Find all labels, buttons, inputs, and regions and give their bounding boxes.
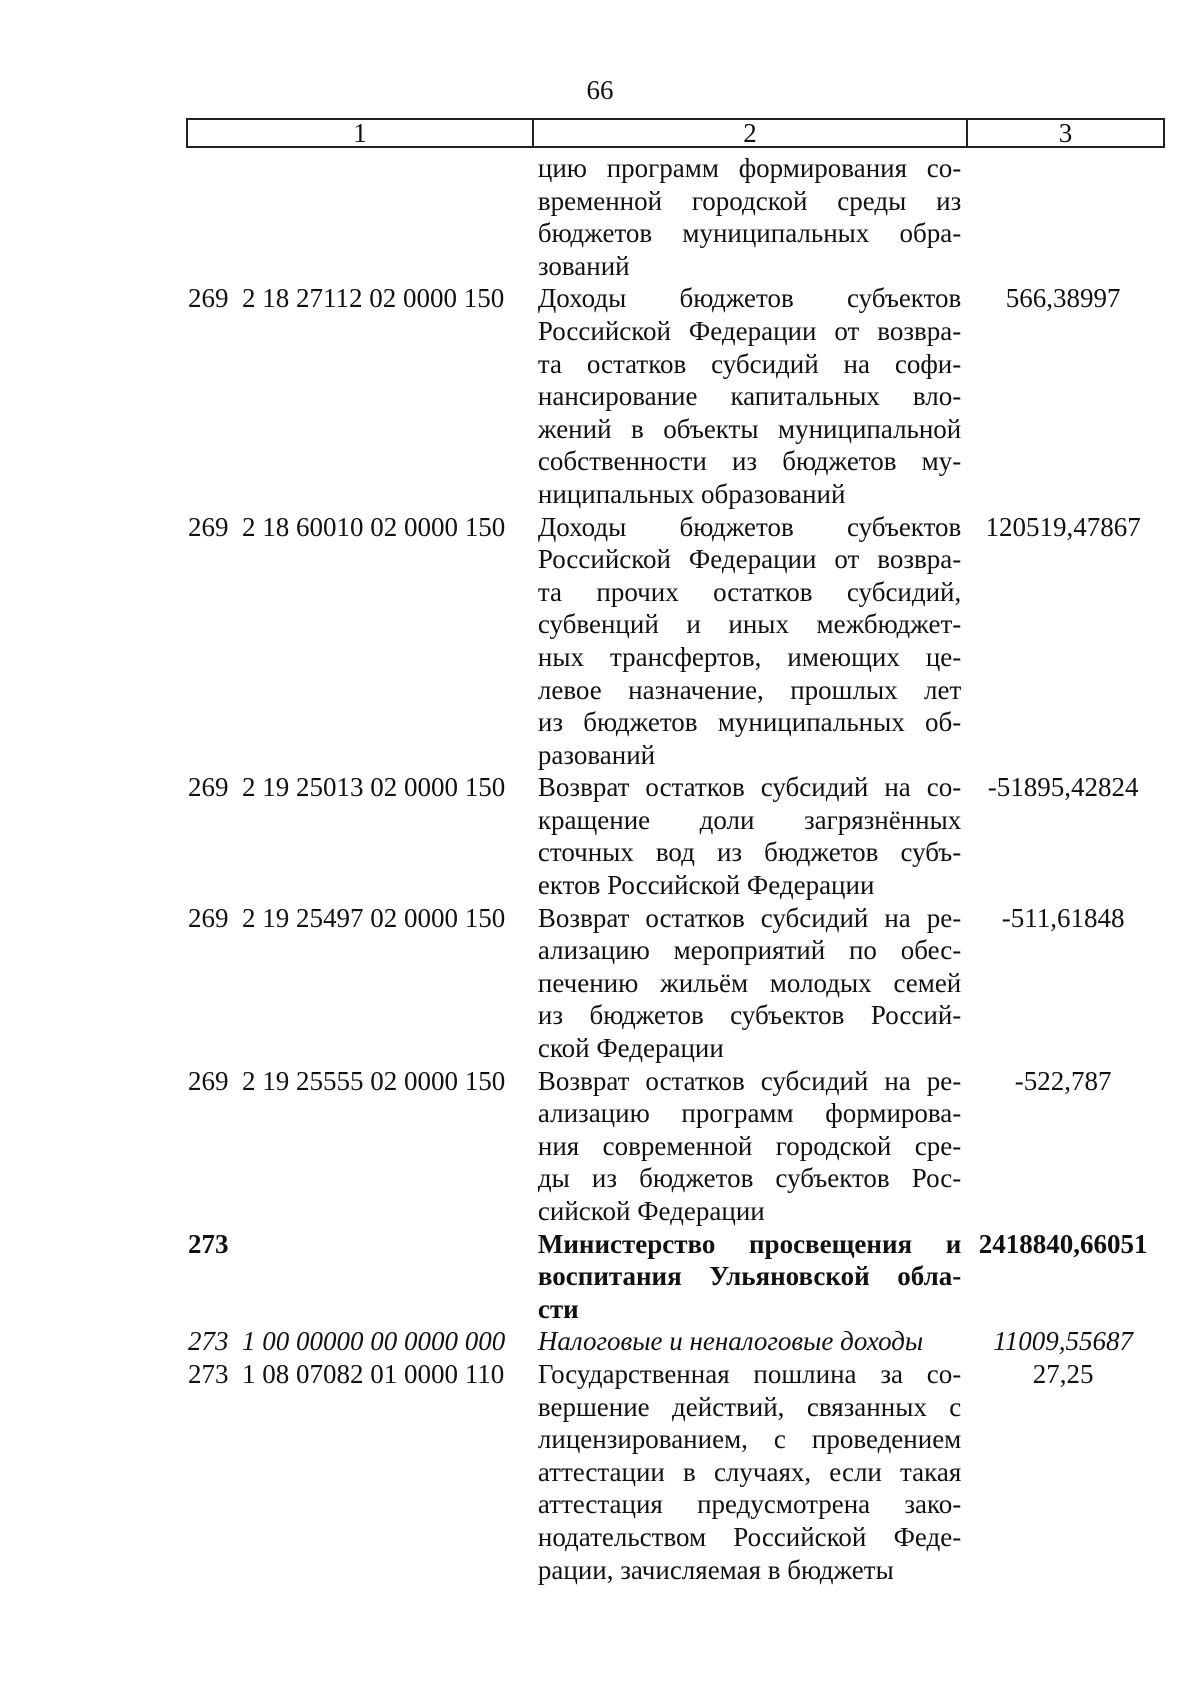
description-line: временной городской среды из: [537, 185, 962, 216]
amount-cell: 2418840,66051: [978, 1228, 1148, 1259]
amount-cell: 27,25: [1032, 1358, 1094, 1389]
table-row: [186, 902, 1165, 1065]
table-row: [186, 282, 1165, 510]
description-line: цию программ формирования со-: [537, 153, 962, 183]
description-cell: [538, 771, 961, 901]
description-line: ализацию программ формирова-: [537, 1098, 962, 1129]
description-line: сточных вод из бюджетов субъ-: [537, 837, 962, 868]
description-line: из бюджетов муниципальных об-: [537, 707, 962, 738]
table-row: [186, 511, 1165, 772]
description-line: разований: [537, 739, 656, 770]
description-line: ных трансфертов, имеющих це-: [537, 641, 962, 672]
description-cell: [538, 511, 961, 772]
description-cell: [538, 1065, 961, 1228]
table-row: [186, 1228, 1165, 1326]
amount-cell: -511,61848: [1001, 902, 1125, 933]
description-line: ниципальных образований: [537, 478, 846, 509]
budget-code-cell: 269 2 19 25013 02 0000 150: [188, 772, 506, 803]
budget-code-cell: [186, 152, 530, 282]
description-line: Возврат остатков субсидий на ре-: [537, 902, 962, 933]
description-line: аттестации в случаях, если такая: [537, 1456, 962, 1487]
description-cell: [538, 1358, 961, 1586]
description-line: сийской Федерации: [537, 1196, 765, 1226]
description-line: ния современной городской сре-: [537, 1130, 962, 1161]
budget-code-cell: 269 2 19 25555 02 0000 150: [188, 1065, 506, 1096]
description-line: ской Федерации: [537, 1033, 724, 1064]
budget-code-cell: 269 2 18 60010 02 0000 150: [188, 511, 506, 542]
description-line: бюджетов муниципальных обра-: [537, 218, 962, 249]
description-line: левое назначение, прошлых лет: [537, 674, 962, 705]
column-header-3: 3: [1058, 118, 1073, 148]
description-line: рации, зачисляемая в бюджеты: [537, 1554, 894, 1585]
description-line: Российской Федерации от возвра-: [537, 315, 962, 346]
amount-cell: 566,38997: [1005, 283, 1121, 314]
description-line: Доходы бюджетов субъектов: [537, 283, 962, 314]
description-cell: [538, 152, 961, 282]
description-line: лицензированием, с проведением: [537, 1424, 962, 1455]
description-cell: [538, 1325, 961, 1358]
description-line: субвенций и иных межбюджет-: [537, 609, 962, 640]
description-cell: [538, 1228, 961, 1326]
amount-cell: 11009,55687: [993, 1326, 1133, 1357]
description-line: ектов Российской Федерации: [537, 870, 875, 901]
description-cell: [538, 282, 961, 510]
description-line: ализацию мероприятий по обес-: [537, 935, 962, 966]
budget-code-cell: 269 2 18 27112 02 0000 150: [188, 283, 505, 314]
description-line: Российской Федерации от возвра-: [537, 544, 962, 575]
budget-code-cell: 273: [188, 1228, 229, 1259]
description-line: собственности из бюджетов му-: [537, 446, 962, 477]
description-line: зований: [537, 250, 630, 281]
table-row: [186, 1358, 1165, 1586]
table-header-row: [186, 118, 1165, 148]
budget-table: [186, 118, 1165, 1586]
description-line: аттестация предусмотрена зако-: [537, 1489, 962, 1520]
description-line: печению жильём молодых семей: [537, 967, 962, 998]
description-line: из бюджетов субъектов Россий-: [537, 1000, 962, 1031]
description-line: ды из бюджетов субъектов Рос-: [537, 1163, 962, 1194]
description-line: Министерство просвещения и: [537, 1228, 962, 1259]
table-body: [186, 152, 1165, 1586]
amount-cell: 120519,47867: [985, 511, 1141, 542]
description-line: вершение действий, связанных с: [537, 1391, 962, 1422]
table-row: [186, 1065, 1165, 1228]
budget-code-cell: 269 2 19 25497 02 0000 150: [188, 902, 506, 933]
description-line: Возврат остатков субсидий на со-: [537, 772, 962, 803]
description-line: Налоговые и неналоговые доходы: [537, 1326, 924, 1357]
description-line: Возврат остатков субсидий на ре-: [537, 1065, 962, 1096]
amount-cell: -522,787: [1014, 1065, 1112, 1096]
description-line: сти: [537, 1293, 579, 1324]
column-header-2: 2: [534, 120, 968, 146]
description-line: та прочих остатков субсидий,: [537, 576, 962, 607]
amount-cell: -51895,42824: [987, 772, 1139, 803]
page-number: 66: [586, 75, 614, 105]
budget-code-cell: 273 1 00 00000 00 0000 000: [188, 1326, 506, 1357]
description-line: жений в объекты муниципальной: [537, 413, 962, 444]
table-row: [186, 1325, 1165, 1358]
description-line: нансирование капитальных вло-: [537, 381, 962, 412]
description-line: Государственная пошлина за со-: [537, 1358, 962, 1389]
description-line: воспитания Ульяновской обла-: [537, 1261, 962, 1292]
table-row: [186, 152, 1165, 282]
description-line: нодательством Российской Феде-: [537, 1521, 962, 1552]
column-header-1: 1: [188, 120, 534, 146]
budget-code-cell: 273 1 08 07082 01 0000 110: [188, 1358, 505, 1389]
description-cell: [538, 902, 961, 1065]
table-row: [186, 771, 1165, 901]
description-line: кращение доли загрязнённых: [537, 804, 962, 835]
amount-cell: [961, 152, 1165, 282]
description-line: та остатков субсидий на софи-: [537, 348, 962, 379]
description-line: Доходы бюджетов субъектов: [537, 511, 962, 542]
